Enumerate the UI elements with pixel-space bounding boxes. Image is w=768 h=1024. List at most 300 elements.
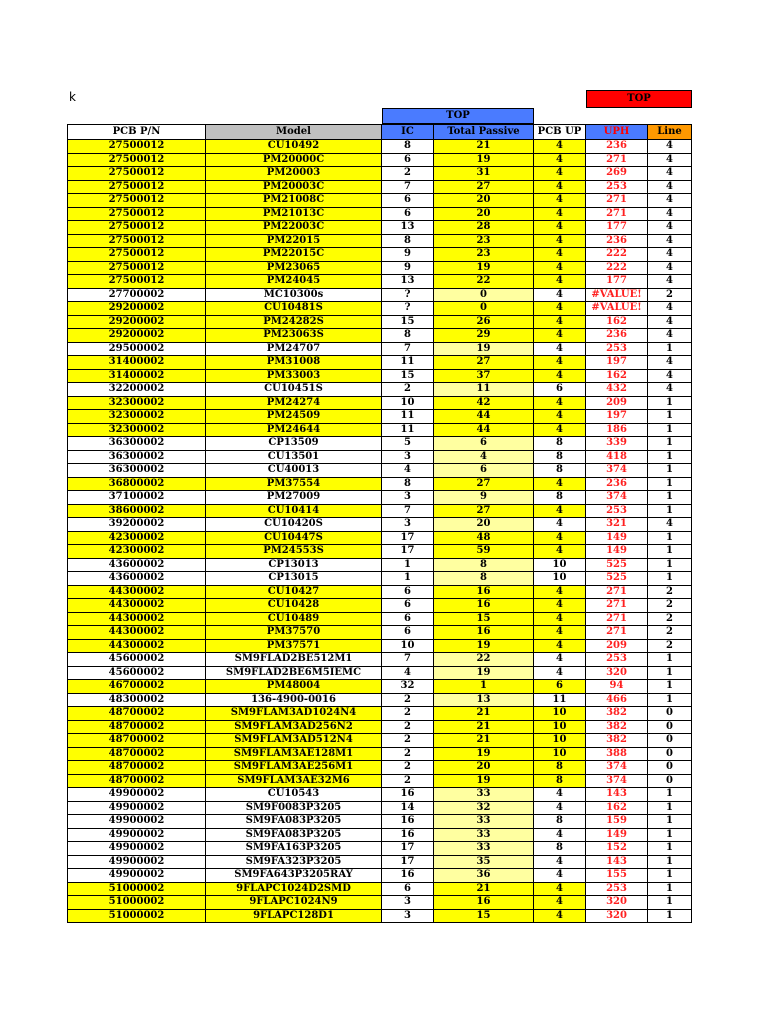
- cell-total-passive: 21: [434, 882, 534, 896]
- cell-pcb-up: 4: [534, 207, 586, 221]
- cell-line: 2: [648, 639, 692, 653]
- cell-total-passive: 4: [434, 450, 534, 464]
- cell-uph: 177: [586, 221, 648, 235]
- cell-uph: 466: [586, 693, 648, 707]
- cell-model: PM24644: [206, 423, 382, 437]
- cell-line: 1: [648, 477, 692, 491]
- table-row: [68, 234, 692, 248]
- cell-ic: 3: [382, 450, 434, 464]
- table-row: [68, 747, 692, 761]
- cell-model: SM9FA163P3205: [206, 842, 382, 856]
- cell-line: 2: [648, 585, 692, 599]
- cell-uph: 236: [586, 477, 648, 491]
- cell-uph: 320: [586, 666, 648, 680]
- cell-pcb: 44300002: [68, 639, 206, 653]
- cell-ic: 6: [382, 626, 434, 640]
- cell-total-passive: 27: [434, 180, 534, 194]
- cell-line: 2: [648, 288, 692, 302]
- cell-line: 1: [648, 396, 692, 410]
- cell-pcb: 43600002: [68, 558, 206, 572]
- cell-ic: 2: [382, 693, 434, 707]
- cell-total-passive: 16: [434, 585, 534, 599]
- cell-ic: 16: [382, 815, 434, 829]
- cell-pcb-up: 4: [534, 801, 586, 815]
- cell-model: CU10492: [206, 140, 382, 154]
- cell-ic: 2: [382, 761, 434, 775]
- cell-line: 4: [648, 207, 692, 221]
- cell-pcb: 51000002: [68, 896, 206, 910]
- cell-ic: 7: [382, 180, 434, 194]
- cell-pcb: 48700002: [68, 761, 206, 775]
- cell-uph: 388: [586, 747, 648, 761]
- cell-line: 4: [648, 275, 692, 289]
- cell-total-passive: 21: [434, 140, 534, 154]
- table-row: [68, 518, 692, 532]
- cell-ic: 2: [382, 707, 434, 721]
- cell-pcb-up: 4: [534, 626, 586, 640]
- cell-uph: 525: [586, 558, 648, 572]
- cell-pcb-up: 8: [534, 774, 586, 788]
- cell-ic: 8: [382, 477, 434, 491]
- cell-pcb: 39200002: [68, 518, 206, 532]
- cell-model: CP13015: [206, 572, 382, 586]
- cell-model: SM9FA323P3205: [206, 855, 382, 869]
- cell-uph: #VALUE!: [586, 302, 648, 316]
- cell-pcb-up: 8: [534, 815, 586, 829]
- cell-ic: 9: [382, 261, 434, 275]
- cell-model: PM27009: [206, 491, 382, 505]
- cell-uph: 209: [586, 396, 648, 410]
- cell-pcb-up: 8: [534, 437, 586, 451]
- cell-model: PM22015: [206, 234, 382, 248]
- cell-model: PM37571: [206, 639, 382, 653]
- cell-model: CU10481S: [206, 302, 382, 316]
- cell-pcb-up: 4: [534, 639, 586, 653]
- cell-ic: 1: [382, 572, 434, 586]
- cell-pcb: 51000002: [68, 909, 206, 923]
- cell-pcb-up: 4: [534, 788, 586, 802]
- cell-pcb-up: 4: [534, 302, 586, 316]
- cell-ic: ?: [382, 302, 434, 316]
- cell-total-passive: 19: [434, 774, 534, 788]
- cell-pcb: 42300002: [68, 531, 206, 545]
- table-row: [68, 680, 692, 694]
- cell-model: PM24707: [206, 342, 382, 356]
- cell-total-passive: 8: [434, 572, 534, 586]
- cell-pcb: 49900002: [68, 855, 206, 869]
- cell-line: 1: [648, 410, 692, 424]
- cell-pcb-up: 6: [534, 383, 586, 397]
- top-blue-label: TOP: [382, 108, 534, 124]
- cell-total-passive: 19: [434, 639, 534, 653]
- cell-uph: 155: [586, 869, 648, 883]
- cell-model: PM20003: [206, 167, 382, 181]
- cell-total-passive: 59: [434, 545, 534, 559]
- cell-uph: 271: [586, 599, 648, 613]
- table-row: [68, 221, 692, 235]
- cell-ic: 8: [382, 140, 434, 154]
- cell-ic: 10: [382, 639, 434, 653]
- cell-ic: 14: [382, 801, 434, 815]
- cell-total-passive: 33: [434, 828, 534, 842]
- cell-line: 1: [648, 437, 692, 451]
- cell-uph: 374: [586, 774, 648, 788]
- cell-line: 1: [648, 558, 692, 572]
- table-row: [68, 342, 692, 356]
- cell-ic: 6: [382, 194, 434, 208]
- table-row: [68, 801, 692, 815]
- cell-uph: 186: [586, 423, 648, 437]
- cell-ic: 13: [382, 275, 434, 289]
- cell-pcb: 29200002: [68, 329, 206, 343]
- cell-uph: 271: [586, 612, 648, 626]
- cell-pcb: 45600002: [68, 653, 206, 667]
- cell-pcb-up: 4: [534, 153, 586, 167]
- cell-total-passive: 23: [434, 248, 534, 262]
- cell-model: PM22003C: [206, 221, 382, 235]
- cell-ic: 13: [382, 221, 434, 235]
- header-ic: IC: [382, 125, 434, 140]
- cell-uph: 149: [586, 531, 648, 545]
- cell-total-passive: 15: [434, 909, 534, 923]
- cell-model: PM24282S: [206, 315, 382, 329]
- cell-pcb: 51000002: [68, 882, 206, 896]
- cell-uph: 271: [586, 626, 648, 640]
- table-row: [68, 356, 692, 370]
- cell-line: 4: [648, 140, 692, 154]
- cell-ic: 6: [382, 882, 434, 896]
- cell-pcb-up: 4: [534, 369, 586, 383]
- cell-total-passive: 31: [434, 167, 534, 181]
- cell-line: 2: [648, 626, 692, 640]
- cell-ic: 16: [382, 869, 434, 883]
- cell-pcb-up: 4: [534, 653, 586, 667]
- cell-ic: 15: [382, 369, 434, 383]
- cell-model: SM9F0083P3205: [206, 801, 382, 815]
- table-row: [68, 504, 692, 518]
- cell-uph: 374: [586, 491, 648, 505]
- cell-pcb: 49900002: [68, 788, 206, 802]
- cell-line: 1: [648, 828, 692, 842]
- cell-uph: 320: [586, 896, 648, 910]
- cell-model: SM9FA083P3205: [206, 828, 382, 842]
- cell-uph: 271: [586, 153, 648, 167]
- cell-total-passive: 20: [434, 761, 534, 775]
- cell-uph: 525: [586, 572, 648, 586]
- cell-total-passive: 33: [434, 815, 534, 829]
- cell-total-passive: 6: [434, 464, 534, 478]
- cell-total-passive: 13: [434, 693, 534, 707]
- cell-model: CU10447S: [206, 531, 382, 545]
- cell-pcb-up: 4: [534, 869, 586, 883]
- cell-pcb: 44300002: [68, 626, 206, 640]
- cell-model: CU10489: [206, 612, 382, 626]
- table-row: [68, 167, 692, 181]
- cell-pcb: 32200002: [68, 383, 206, 397]
- cell-pcb-up: 8: [534, 464, 586, 478]
- cell-line: 1: [648, 342, 692, 356]
- cell-pcb: 45600002: [68, 666, 206, 680]
- cell-total-passive: 36: [434, 869, 534, 883]
- cell-ic: 3: [382, 518, 434, 532]
- cell-pcb: 36800002: [68, 477, 206, 491]
- cell-model: CU10414: [206, 504, 382, 518]
- cell-total-passive: 22: [434, 653, 534, 667]
- cell-uph: 320: [586, 909, 648, 923]
- cell-model: SM9FLAD2BE512M1: [206, 653, 382, 667]
- cell-total-passive: 44: [434, 423, 534, 437]
- cell-total-passive: 19: [434, 747, 534, 761]
- cell-pcb-up: 4: [534, 140, 586, 154]
- cell-line: 1: [648, 801, 692, 815]
- cell-line: 1: [648, 680, 692, 694]
- cell-uph: 236: [586, 329, 648, 343]
- cell-line: 4: [648, 356, 692, 370]
- cell-line: 0: [648, 720, 692, 734]
- table-row: [68, 572, 692, 586]
- table-row: [68, 153, 692, 167]
- corner-text: k: [69, 90, 76, 104]
- cell-line: 1: [648, 842, 692, 856]
- cell-pcb: 48700002: [68, 747, 206, 761]
- cell-uph: 162: [586, 801, 648, 815]
- cell-line: 1: [648, 491, 692, 505]
- cell-line: 1: [648, 653, 692, 667]
- cell-uph: 162: [586, 369, 648, 383]
- cell-uph: 222: [586, 248, 648, 262]
- cell-model: PM37554: [206, 477, 382, 491]
- cell-model: PM24045: [206, 275, 382, 289]
- cell-model: CP13509: [206, 437, 382, 451]
- table-row: [68, 261, 692, 275]
- table-row: [68, 329, 692, 343]
- cell-total-passive: 21: [434, 707, 534, 721]
- cell-uph: 197: [586, 410, 648, 424]
- cell-pcb-up: 8: [534, 842, 586, 856]
- cell-ic: 17: [382, 855, 434, 869]
- cell-line: 0: [648, 761, 692, 775]
- cell-ic: 5: [382, 437, 434, 451]
- cell-ic: 6: [382, 599, 434, 613]
- cell-pcb-up: 10: [534, 720, 586, 734]
- cell-total-passive: 35: [434, 855, 534, 869]
- table-row: [68, 626, 692, 640]
- cell-ic: 32: [382, 680, 434, 694]
- cell-pcb: 32300002: [68, 423, 206, 437]
- cell-pcb: 43600002: [68, 572, 206, 586]
- table-row: [68, 693, 692, 707]
- cell-line: 1: [648, 869, 692, 883]
- cell-line: 4: [648, 383, 692, 397]
- cell-total-passive: 48: [434, 531, 534, 545]
- cell-ic: 3: [382, 896, 434, 910]
- cell-model: PM20000C: [206, 153, 382, 167]
- cell-uph: 374: [586, 464, 648, 478]
- cell-line: 4: [648, 315, 692, 329]
- cell-total-passive: 19: [434, 666, 534, 680]
- table-row: [68, 194, 692, 208]
- cell-model: PM24274: [206, 396, 382, 410]
- cell-pcb-up: 6: [534, 680, 586, 694]
- cell-pcb: 27700002: [68, 288, 206, 302]
- cell-ic: 2: [382, 774, 434, 788]
- table-row: [68, 410, 692, 424]
- cell-line: 1: [648, 572, 692, 586]
- cell-total-passive: 26: [434, 315, 534, 329]
- cell-ic: 6: [382, 207, 434, 221]
- cell-line: 1: [648, 504, 692, 518]
- cell-line: 0: [648, 747, 692, 761]
- cell-ic: 15: [382, 315, 434, 329]
- cell-line: 4: [648, 167, 692, 181]
- cell-uph: 271: [586, 207, 648, 221]
- cell-uph: 382: [586, 720, 648, 734]
- cell-pcb-up: 4: [534, 342, 586, 356]
- cell-pcb: 27500012: [68, 248, 206, 262]
- table-row: [68, 599, 692, 613]
- table-row: [68, 491, 692, 505]
- cell-ic: 3: [382, 909, 434, 923]
- cell-uph: 236: [586, 234, 648, 248]
- cell-pcb: 49900002: [68, 801, 206, 815]
- cell-total-passive: 44: [434, 410, 534, 424]
- cell-pcb-up: 4: [534, 585, 586, 599]
- cell-model: SM9FA083P3205: [206, 815, 382, 829]
- cell-uph: 253: [586, 653, 648, 667]
- cell-model: CU10543: [206, 788, 382, 802]
- cell-uph: 253: [586, 504, 648, 518]
- cell-model: CU10428: [206, 599, 382, 613]
- table-row: [68, 383, 692, 397]
- cell-total-passive: 0: [434, 288, 534, 302]
- cell-pcb-up: 4: [534, 329, 586, 343]
- cell-total-passive: 27: [434, 477, 534, 491]
- cell-uph: 149: [586, 828, 648, 842]
- cell-model: CU10420S: [206, 518, 382, 532]
- cell-ic: 11: [382, 423, 434, 437]
- cell-pcb: 27500012: [68, 207, 206, 221]
- cell-uph: 432: [586, 383, 648, 397]
- cell-line: 4: [648, 518, 692, 532]
- cell-ic: 11: [382, 410, 434, 424]
- cell-pcb: 29500002: [68, 342, 206, 356]
- cell-pcb-up: 4: [534, 315, 586, 329]
- cell-total-passive: 37: [434, 369, 534, 383]
- cell-pcb-up: 4: [534, 612, 586, 626]
- cell-model: CU40013: [206, 464, 382, 478]
- cell-ic: 2: [382, 734, 434, 748]
- cell-model: PM23063S: [206, 329, 382, 343]
- cell-model: 9FLAPC1024N9: [206, 896, 382, 910]
- cell-line: 4: [648, 329, 692, 343]
- table-row: [68, 788, 692, 802]
- cell-pcb: 32300002: [68, 410, 206, 424]
- cell-ic: 7: [382, 342, 434, 356]
- cell-ic: 6: [382, 585, 434, 599]
- cell-pcb-up: 4: [534, 221, 586, 235]
- table-row: [68, 275, 692, 289]
- cell-pcb-up: 10: [534, 707, 586, 721]
- cell-ic: 17: [382, 545, 434, 559]
- cell-uph: 159: [586, 815, 648, 829]
- cell-model: PM20003C: [206, 180, 382, 194]
- table-row: [68, 707, 692, 721]
- table-row: [68, 828, 692, 842]
- cell-pcb: 31400002: [68, 369, 206, 383]
- cell-total-passive: 16: [434, 896, 534, 910]
- cell-line: 4: [648, 369, 692, 383]
- cell-pcb: 27500012: [68, 275, 206, 289]
- cell-ic: 2: [382, 167, 434, 181]
- cell-model: PM21013C: [206, 207, 382, 221]
- cell-pcb: 42300002: [68, 545, 206, 559]
- cell-line: 1: [648, 450, 692, 464]
- cell-line: 1: [648, 693, 692, 707]
- table-row: [68, 477, 692, 491]
- cell-pcb-up: 8: [534, 491, 586, 505]
- cell-pcb-up: 4: [534, 599, 586, 613]
- cell-total-passive: 19: [434, 261, 534, 275]
- table-row: [68, 558, 692, 572]
- cell-model: SM9FLAM3AD1024N4: [206, 707, 382, 721]
- cell-total-passive: 0: [434, 302, 534, 316]
- cell-total-passive: 9: [434, 491, 534, 505]
- cell-ic: 8: [382, 234, 434, 248]
- table-row: [68, 140, 692, 154]
- table-row: [68, 315, 692, 329]
- cell-pcb-up: 4: [534, 531, 586, 545]
- cell-pcb: 29200002: [68, 302, 206, 316]
- table-row: [68, 545, 692, 559]
- cell-pcb: 27500012: [68, 167, 206, 181]
- cell-uph: 321: [586, 518, 648, 532]
- cell-ic: 8: [382, 329, 434, 343]
- cell-model: SM9FLAM3AE128M1: [206, 747, 382, 761]
- cell-pcb: 32300002: [68, 396, 206, 410]
- cell-total-passive: 19: [434, 342, 534, 356]
- cell-model: SM9FLAM3AD512N4: [206, 734, 382, 748]
- cell-ic: 1: [382, 558, 434, 572]
- table-row: [68, 585, 692, 599]
- header-pcb-up: PCB UP: [534, 125, 586, 140]
- cell-uph: 222: [586, 261, 648, 275]
- table-row: [68, 612, 692, 626]
- cell-total-passive: 22: [434, 275, 534, 289]
- table-row: [68, 774, 692, 788]
- cell-pcb-up: 4: [534, 167, 586, 181]
- cell-ic: 2: [382, 747, 434, 761]
- table-row: [68, 248, 692, 262]
- cell-uph: 143: [586, 788, 648, 802]
- cell-model: PM21008C: [206, 194, 382, 208]
- cell-ic: 9: [382, 248, 434, 262]
- cell-ic: 7: [382, 504, 434, 518]
- cell-model: CU10451S: [206, 383, 382, 397]
- header-model: Model: [206, 125, 382, 140]
- cell-line: 0: [648, 774, 692, 788]
- cell-line: 1: [648, 882, 692, 896]
- cell-uph: 162: [586, 315, 648, 329]
- cell-pcb-up: 4: [534, 504, 586, 518]
- cell-pcb-up: 4: [534, 261, 586, 275]
- cell-pcb-up: 4: [534, 234, 586, 248]
- table-row: [68, 531, 692, 545]
- cell-pcb: 48700002: [68, 734, 206, 748]
- cell-model: 9FLAPC128D1: [206, 909, 382, 923]
- table-row: [68, 842, 692, 856]
- header-uph: UPH: [586, 125, 648, 140]
- table-row: [68, 639, 692, 653]
